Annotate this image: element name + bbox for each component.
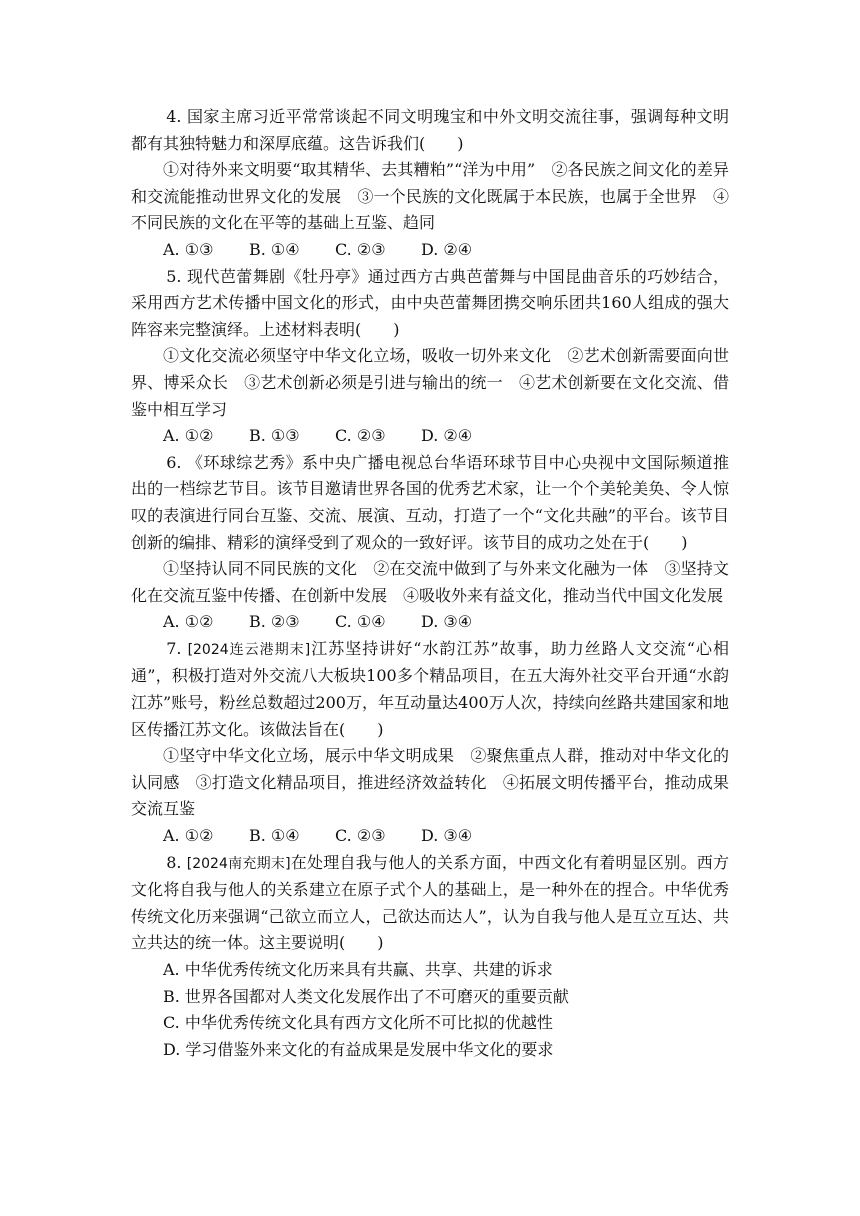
- question-7-stem: [131, 636, 729, 743]
- option-d: D. ②④: [421, 426, 473, 446]
- question-4-statements: ①对待外来文明要“取其精华、去其糟粕”“洋为中用” ②各民族之间文化的差异和交流能推动世界文化的发展 ③一个民族的文化既属于本民族，也属于全世界 ④不同民族的文化在平等的基础上互鉴、趋同: [131, 160, 729, 233]
- question-8-option-d: D. 学习借鉴外来文化的有益成果是发展中华文化的要求: [163, 1039, 554, 1059]
- option-b: B. ①④: [249, 239, 300, 259]
- option-d: D. ③④: [421, 826, 473, 846]
- option-b: B. ②③: [249, 612, 300, 632]
- option-c: C. ②③: [335, 826, 386, 846]
- question-8-number: 8.: [166, 852, 187, 872]
- question-4-stem: 4. 国家主席习近平常常谈起不同文明瑰宝和中外文明交流往事，强调每种文明都有其独特魅力和深厚底蕴。这告诉我们( ): [131, 107, 729, 153]
- question-5-options: [131, 423, 729, 450]
- question-7-options: [131, 823, 729, 850]
- question-8-option-b: B. 世界各国都对人类文化发展作出了不可磨灭的重要贡献: [163, 986, 569, 1006]
- question-7-number: 7.: [166, 638, 188, 658]
- question-7-statements: ①坚守中华文化立场，展示中华文明成果 ②聚焦重点人群，推动对中华文化的认同感 ③打造文化精品项目，推进经济效益转化 ④拓展文明传播平台，推动成果交流互鉴: [131, 746, 729, 819]
- question-8-source: [2024南充期末]: [186, 855, 291, 872]
- option-c: C. ②③: [335, 426, 386, 446]
- question-6-options: [131, 609, 729, 636]
- question-6-stem: 6. 《环球综艺秀》系中央广播电视总台华语环球节目中心央视中文国际频道推出的一档综艺节目。该节目邀请世界各国的优秀艺术家，让一个个美轮美奂、令人惊叹的表演进行同台互鉴、交流、展演、互动，打造了一个“文化共融”的平台。该节目创新的编排、精彩的演绎受到了观众的一致好评。该节目的成功之处在于( ): [131, 452, 729, 552]
- option-d: D. ②④: [421, 239, 473, 259]
- option-a: A. ①②: [163, 612, 214, 632]
- option-a: A. ①③: [163, 239, 214, 259]
- option-c: C. ②③: [335, 239, 386, 259]
- question-7-text: 江苏坚持讲好“水韵江苏”故事，助力丝路人文交流“心相通”，积极打造对外交流八大板块100多个精品项目，在五大海外社交平台开通“水韵江苏”账号，粉丝总数超过200万，年互动量达400万人次，持续向丝路共建国家和地区传播江苏文化。该做法旨在( ): [131, 638, 729, 739]
- option-a: A. ①②: [163, 826, 214, 846]
- question-8-option-c: C. 中华优秀传统文化具有西方文化所不可比拟的优越性: [163, 1013, 553, 1033]
- option-b: B. ①③: [249, 426, 300, 446]
- question-6-statements: ①坚持认同不同民族的文化 ②在交流中做到了与外来文化融为一体 ③坚持文化在交流互鉴中传播、在创新中发展 ④吸收外来有益文化，推动当代中国文化发展: [131, 559, 729, 605]
- question-4-options: [131, 237, 729, 264]
- question-8-option-a: A. 中华优秀传统文化历来具有共赢、共享、共建的诉求: [163, 960, 553, 979]
- option-b: B. ①④: [249, 826, 300, 846]
- option-a: A. ①②: [163, 426, 214, 446]
- document-page: [131, 104, 729, 1063]
- option-c: C. ①④: [335, 612, 386, 632]
- question-7-source: [2024连云港期末]: [187, 641, 311, 658]
- question-8-text: 在处理自我与他人的关系方面，中西文化有着明显区别。西方文化将自我与他人的关系建立在原子式个人的基础上，是一种外在的捏合。中华优秀传统文化历来强调“己欲立而立人，己欲达而达人”，认为自我与他人是互立互达、共立共达的统一体。这主要说明( ): [131, 852, 729, 953]
- question-8-stem: [131, 850, 729, 957]
- question-5-stem: 5. 现代芭蕾舞剧《牡丹亭》通过西方古典芭蕾舞与中国昆曲音乐的巧妙结合，采用西方艺术传播中国文化的形式，由中央芭蕾舞团携交响乐团共160人组成的强大阵容来完整演绎。上述材料表明( ): [131, 266, 729, 339]
- question-5-statements: ①文化交流必须坚守中华文化立场，吸收一切外来文化 ②艺术创新需要面向世界、博采众长 ③艺术创新必须是引进与输出的统一 ④艺术创新要在文化交流、借鉴中相互学习: [131, 346, 729, 419]
- option-d: D. ③④: [421, 612, 473, 632]
